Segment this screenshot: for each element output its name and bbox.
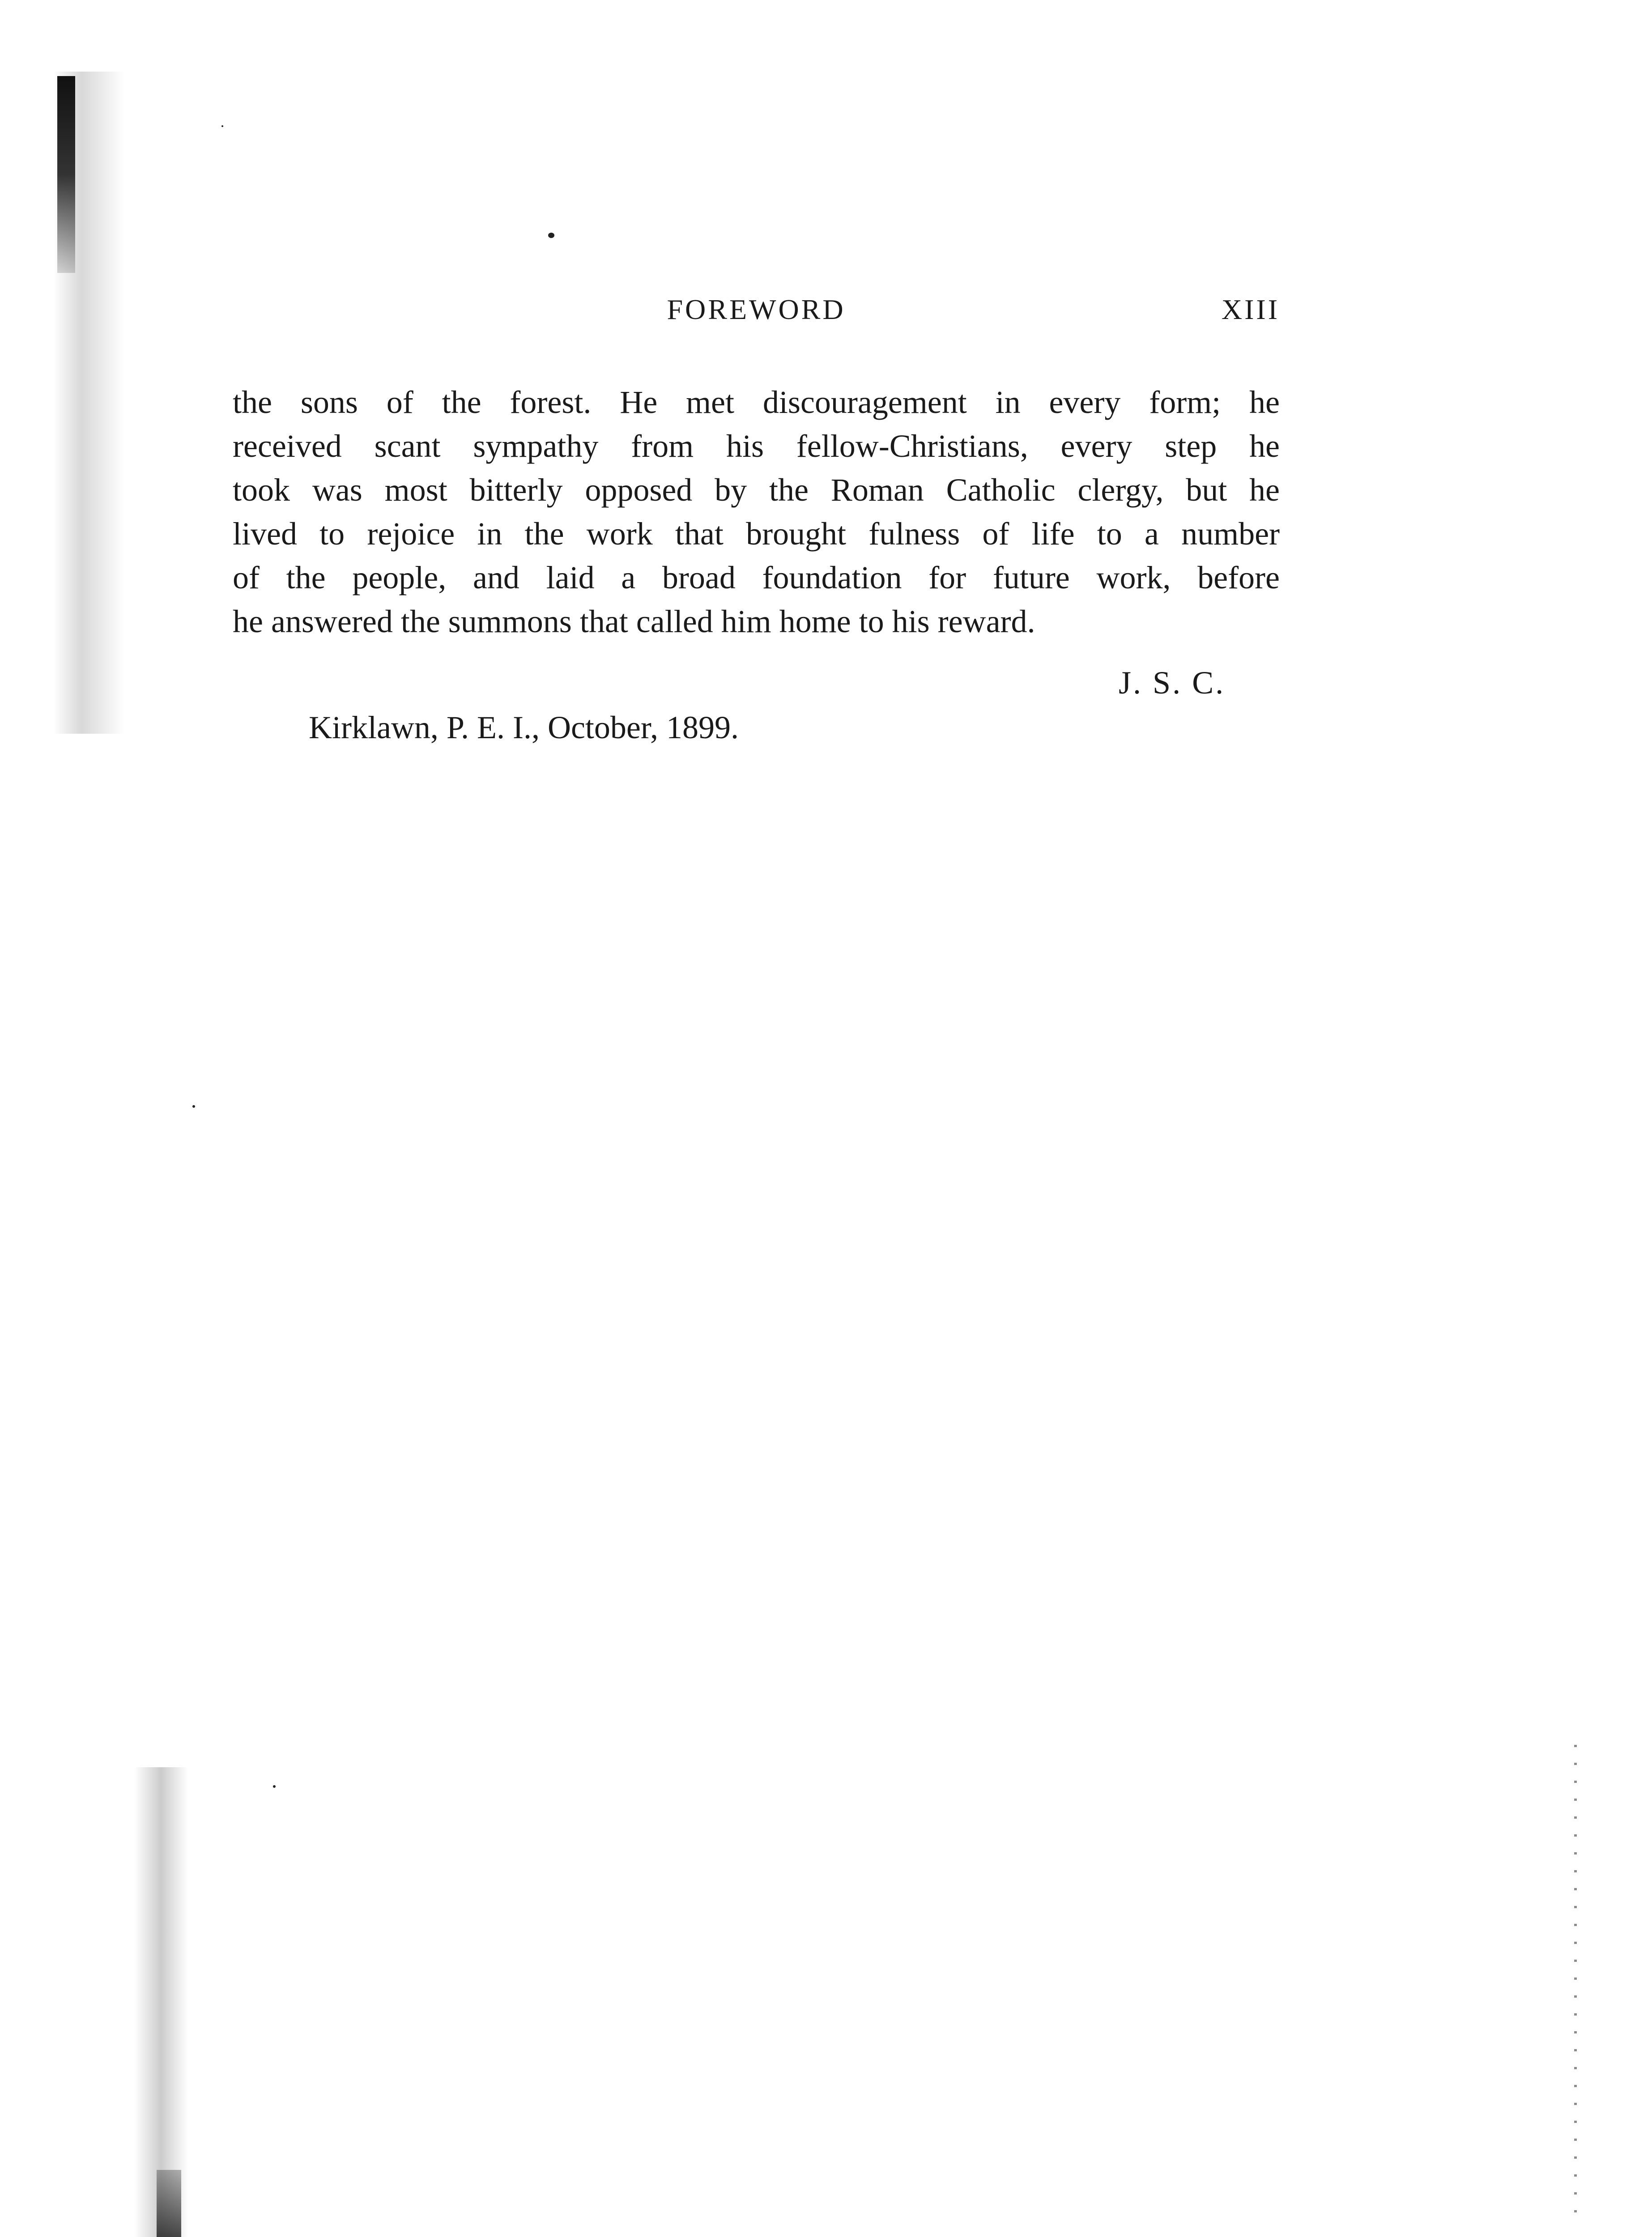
body-line: lived to rejoice in the work that brought fulness of life to a number [233, 516, 1280, 552]
scan-edge-mark-top [57, 76, 75, 273]
scan-speck [221, 125, 223, 127]
body-paragraph [233, 380, 1280, 643]
dateline: Kirklawn, P. E. I., October, 1899. [309, 710, 739, 745]
body-line: of the people, and laid a broad foundation for future work, before [233, 560, 1280, 595]
body-line: the sons of the forest. He met discouragement in every form; he [233, 384, 1280, 420]
page-number: XIII [1221, 293, 1280, 325]
body-line: took was most bitterly opposed by the Roman Catholic clergy, but he [233, 472, 1280, 508]
scan-speck [192, 1105, 195, 1108]
running-title: FOREWORD [667, 293, 846, 325]
body-line: received scant sympathy from his fellow-Christians, every step he [233, 428, 1280, 464]
author-initials: J. S. C. [1119, 665, 1226, 701]
scan-speck [273, 1785, 276, 1788]
body-line: he answered the summons that called him home to his reward. [233, 604, 1035, 639]
scan-speck [548, 233, 554, 238]
scan-edge-dots-right [1574, 1745, 1577, 2228]
running-head [233, 293, 1280, 333]
scan-edge-mark-bottom [157, 2170, 181, 2237]
scan-gutter-shadow-bottom [134, 1767, 188, 2237]
